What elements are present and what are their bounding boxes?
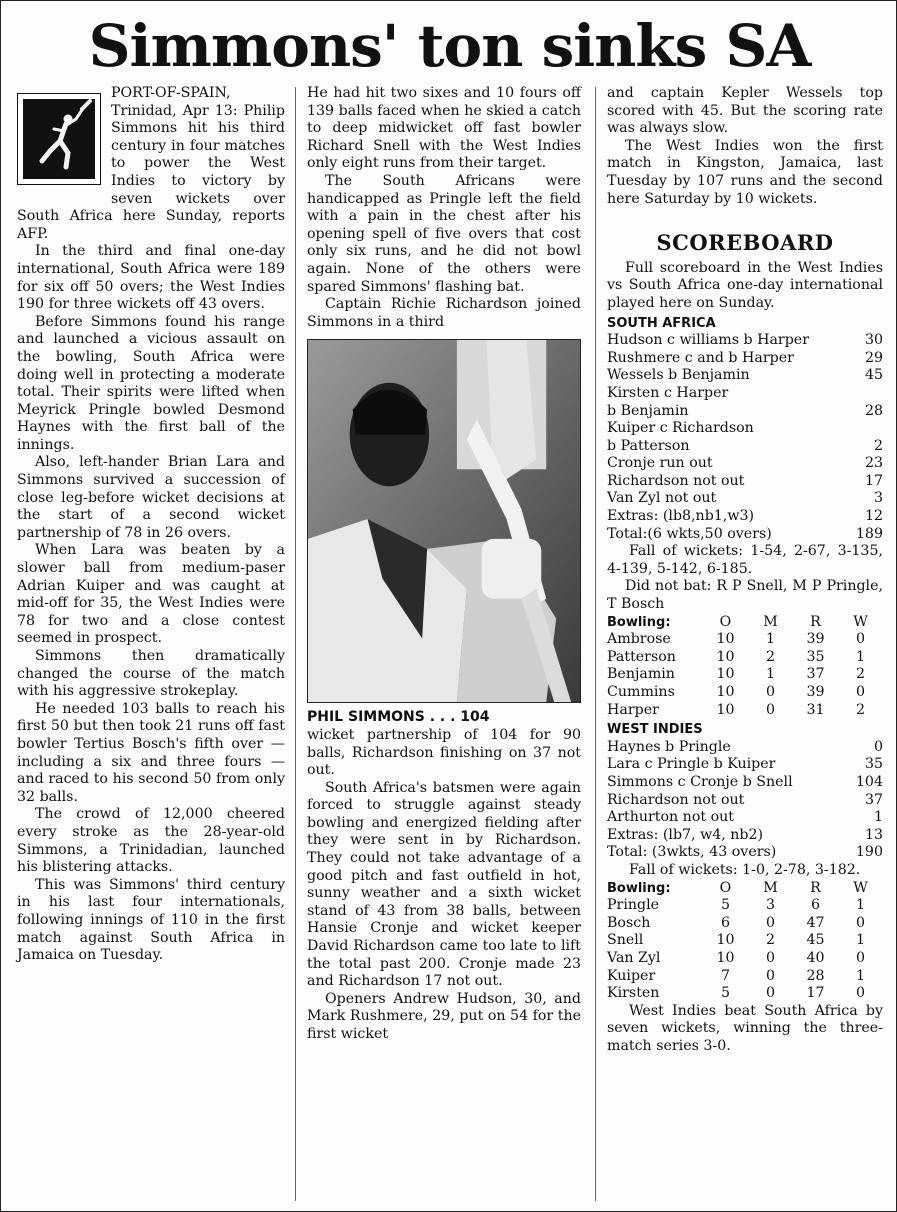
overs: 10: [716, 932, 735, 949]
maidens: 0: [765, 701, 776, 718]
batsman: Kirsten c Harper: [607, 384, 729, 401]
bowling-row: [607, 897, 883, 915]
runs: 45: [864, 367, 883, 384]
maidens: 0: [765, 985, 776, 1002]
bowler: Van Zyl: [607, 949, 661, 966]
runs: 39: [806, 684, 825, 700]
overs: 5: [720, 897, 731, 914]
batting-row: [607, 367, 883, 385]
team-name: WEST INDIES: [607, 722, 703, 738]
runs: 28: [806, 967, 825, 984]
batsman: Wessels b Benjamin: [607, 367, 750, 384]
runs: 23: [864, 455, 883, 472]
extras-row: [607, 508, 883, 526]
maidens: 0: [765, 684, 776, 700]
overs: 10: [716, 631, 735, 648]
bowling-row: [607, 684, 883, 702]
runs: [853, 385, 883, 403]
article-paragraph: He had hit two sixes and 10 fours off 139 balls faced when he skied a catch to deep midwicket off fast bowler Richard Snell with the West Indies only eight runs from their target.: [307, 85, 581, 172]
total: Total: (3wkts, 43 overs): [607, 844, 777, 861]
batting-row: [607, 490, 883, 508]
runs: 189: [855, 525, 883, 542]
bowler: Benjamin: [607, 666, 675, 683]
runs: 0: [873, 738, 883, 755]
batting-row: [607, 350, 883, 368]
batsman: Rushmere c and b Harper: [607, 349, 794, 366]
photo-caption: PHIL SIMMONS . . . 104: [307, 709, 490, 726]
article-paragraph: wicket partnership of 104 for 90 balls, Richardson finishing on 37 not out.: [307, 726, 581, 779]
extras: Extras: (lb8,nb1,w3): [607, 508, 755, 525]
batting-row: [607, 385, 883, 403]
batting-row: [607, 455, 883, 473]
overs: 6: [720, 914, 731, 931]
runs-header: R: [810, 879, 821, 896]
bowling-row: [607, 950, 883, 968]
sa-innings: [607, 315, 883, 720]
team-name: SOUTH AFRICA: [607, 315, 716, 331]
maidens: 0: [765, 949, 776, 966]
batting-row: [607, 739, 883, 757]
wickets: 1: [855, 932, 866, 949]
batsman: Hudson c williams b Harper: [607, 332, 809, 349]
bowler: Patterson: [607, 648, 676, 665]
runs: 37: [806, 666, 825, 683]
total-row: [607, 844, 883, 862]
bowling-row: [607, 932, 883, 950]
did-not-bat: Did not bat: R P Snell, M P Pringle, T Bosch: [607, 578, 883, 613]
article-column-2: [307, 85, 581, 1044]
bowler: Snell: [607, 932, 644, 949]
runs: 13: [864, 826, 883, 843]
batting-row: [607, 473, 883, 491]
runs: 45: [806, 932, 825, 949]
bowler: Ambrose: [607, 631, 671, 648]
batsman: Van Zyl not out: [607, 490, 717, 507]
overs: 10: [716, 684, 735, 700]
runs: 17: [864, 472, 883, 489]
player-photo: [307, 339, 581, 703]
wickets: 1: [855, 967, 866, 984]
runs-header: R: [810, 613, 821, 630]
scoreboard-intro: Full scoreboard in the West Indies vs South Africa one-day international played here on Sunday.: [607, 259, 883, 311]
wickets: 0: [855, 985, 866, 1002]
article-paragraph: When Lara was beaten by a slower ball from medium-paser Adrian Kuiper and was caught at mid-off for 35, the West Indies were 78 for two and a close contest seemed in prospect.: [17, 542, 285, 647]
overs-header: O: [719, 613, 732, 630]
bowling-row: [607, 666, 883, 684]
overs: 10: [716, 648, 735, 665]
bowling-label: Bowling:: [607, 614, 671, 630]
bowler: Cummins: [607, 684, 675, 700]
batting-row: [607, 774, 883, 792]
wickets: 1: [855, 648, 866, 665]
batsman: Cronje run out: [607, 455, 713, 472]
batting-row: [607, 792, 883, 810]
total-row: [607, 526, 883, 544]
bowler: Kirsten: [607, 985, 660, 1002]
batsman: Kuiper c Richardson: [607, 420, 754, 437]
maidens: 0: [765, 914, 776, 931]
maidens: 2: [765, 932, 776, 949]
article-paragraph: This was Simmons' third century in his last four internationals, following innings of 110 in the first match against South Africa in Jamaica on Tuesday.: [17, 876, 285, 964]
bowler: Pringle: [607, 897, 660, 914]
fall-of-wickets: Fall of wickets: 1-0, 2-78, 3-182.: [629, 861, 861, 878]
bowling-header: [607, 614, 883, 632]
batsman: Richardson not out: [607, 472, 745, 489]
bowler: Harper: [607, 701, 659, 718]
article-paragraph: Before Simmons found his range and launched a vicious assault on the bowling, South Africa were doing well in protecting a moderate total. Their spirits were lifted when Meyrick Pringle bowled Desmond Haynes with the first ball of the innings.: [17, 313, 285, 453]
article-column-1: [17, 85, 285, 965]
runs: 17: [806, 985, 825, 1002]
article-lead: PORT-OF-SPAIN, Trinidad, Apr 13: Philip Simmons hit his third century in four matches to power the West Indies to victory by seven wickets over South Africa here Sunday, reports AFP.: [17, 85, 285, 242]
bowling-row: [607, 985, 883, 1003]
cricket-logo: [17, 93, 101, 185]
total: Total:(6 wkts,50 overs): [607, 525, 772, 542]
article-paragraph: The West Indies won the first match in Kingston, Jamaica, last Tuesday by 107 runs and the second here Saturday by 10 wickets.: [607, 137, 883, 207]
runs: 29: [864, 349, 883, 366]
extras: Extras: (lb7, w4, nb2): [607, 826, 764, 843]
overs: 10: [716, 701, 735, 718]
batsman: b Benjamin: [607, 402, 689, 419]
batting-row: [607, 438, 883, 456]
runs: 6: [810, 897, 821, 914]
scoreboard-title: SCOREBOARD: [656, 230, 834, 256]
runs: 190: [855, 844, 883, 861]
batting-row: [607, 403, 883, 421]
article-paragraph: Captain Richie Richardson joined Simmons in a third: [307, 296, 581, 330]
article-paragraph: In the third and final one-day international, South Africa were 189 for six off 50 overs; the West Indies 190 for three wickets off 43 overs.: [17, 243, 285, 313]
wickets: 0: [855, 631, 866, 648]
wickets-header: W: [853, 879, 868, 896]
bowling-row: [607, 702, 883, 720]
overs: 5: [720, 985, 731, 1002]
bowling-row: [607, 915, 883, 933]
maidens: 1: [765, 666, 776, 683]
fall-of-wickets: Fall of wickets: 1-54, 2-67, 3-135, 4-139, 5-142, 6-185.: [607, 543, 883, 577]
bowling-row: [607, 631, 883, 649]
article-paragraph: South Africa's batsmen were again forced to struggle against steady bowling and energized fielding after they were sent in by Richardson. They could not take advantage of a good pitch and fast outfield in hot, sunny weather and a sixth wicket stand of 43 from 38 balls, between Hansie Cronje and wicket keeper David Richardson came too late to lift the total past 200. Cronje made 23 and Richardson 17 not out.: [307, 779, 581, 990]
article-paragraph: Openers Andrew Hudson, 30, and Mark Rushmere, 29, put on 54 for the first wicket: [307, 990, 581, 1042]
maidens-header: M: [763, 879, 778, 896]
batting-row: [607, 756, 883, 774]
article-paragraph: He needed 103 balls to reach his first 50 but then took 21 runs off fast bowler Tertius Bosch's fifth over — including a six and three fours — and raced to his second 50 from only 32 balls.: [17, 700, 285, 805]
maidens-header: M: [763, 613, 778, 630]
extras-row: [607, 827, 883, 845]
article-paragraph: The crowd of 12,000 cheered every stroke as the 28-year-old Simmons, a Trinidadian, launched his blistering attacks.: [17, 806, 285, 876]
runs: 35: [864, 756, 883, 773]
wickets: 1: [855, 897, 866, 914]
runs: 1: [873, 809, 883, 826]
batsman-icon: [23, 99, 95, 179]
batsman: Haynes b Pringle: [607, 738, 731, 755]
runs: 28: [864, 402, 883, 419]
bowling-label: Bowling:: [607, 880, 671, 896]
batsman: Lara c Pringle b Kuiper: [607, 756, 776, 773]
runs: 40: [806, 949, 825, 966]
runs: 12: [864, 508, 883, 525]
maidens: 1: [765, 631, 776, 648]
match-result: West Indies beat South Africa by seven wickets, winning the three-match series 3-0.: [607, 1002, 883, 1054]
bowling-row: [607, 968, 883, 986]
wi-innings: [607, 721, 883, 1003]
wickets: 0: [855, 949, 866, 966]
runs: 3: [873, 490, 883, 507]
overs-header: O: [719, 879, 732, 896]
batsman: Arthurton not out: [607, 809, 734, 826]
bowler: Kuiper: [607, 967, 656, 984]
runs: 30: [864, 332, 883, 349]
article-paragraph: The South Africans were handicapped as Pringle left the field with a pain in the chest after his opening spell of five overs that cost only six runs, and he did not bowl again. None of the others were spared Simmons' flashing bat.: [307, 172, 581, 295]
runs: 37: [864, 791, 883, 808]
batting-row: [607, 809, 883, 827]
batsman: Richardson not out: [607, 791, 745, 808]
runs: 2: [873, 437, 883, 454]
article-paragraph: Simmons then dramatically changed the course of the match with his aggressive strokeplay.: [17, 648, 285, 700]
batsman: Simmons c Cronje b Snell: [607, 773, 793, 790]
wickets: 0: [855, 914, 866, 931]
wickets: 2: [855, 701, 866, 718]
runs: [853, 420, 883, 438]
batting-row: [607, 420, 883, 438]
batting-row: [607, 332, 883, 350]
column-rule-2: [595, 87, 596, 1201]
bowler: Bosch: [607, 914, 651, 931]
maidens: 0: [765, 967, 776, 984]
runs: 31: [806, 701, 825, 718]
batsman: b Patterson: [607, 437, 690, 454]
bowling-row: [607, 649, 883, 667]
headline: Simmons' ton sinks SA: [88, 12, 811, 80]
article-paragraph: Also, left-hander Brian Lara and Simmons survived a succession of close leg-before wicket decisions at the start of a second wicket partnership of 78 in 26 overs.: [17, 454, 285, 541]
bowling-header: [607, 880, 883, 898]
runs: 39: [806, 631, 825, 648]
overs: 10: [716, 666, 735, 683]
article-column-3: [607, 85, 883, 1055]
wickets: 0: [855, 684, 866, 700]
wickets-header: W: [853, 613, 868, 630]
maidens: 3: [765, 897, 776, 914]
overs: 10: [716, 949, 735, 966]
column-rule-1: [295, 87, 296, 1201]
wickets: 2: [855, 666, 866, 683]
article-paragraph: and captain Kepler Wessels top scored with 45. But the scoring rate was always slow.: [607, 85, 883, 137]
maidens: 2: [765, 648, 776, 665]
runs: 35: [806, 648, 825, 665]
overs: 7: [720, 967, 731, 984]
runs: 104: [855, 773, 883, 790]
runs: 47: [806, 914, 825, 931]
